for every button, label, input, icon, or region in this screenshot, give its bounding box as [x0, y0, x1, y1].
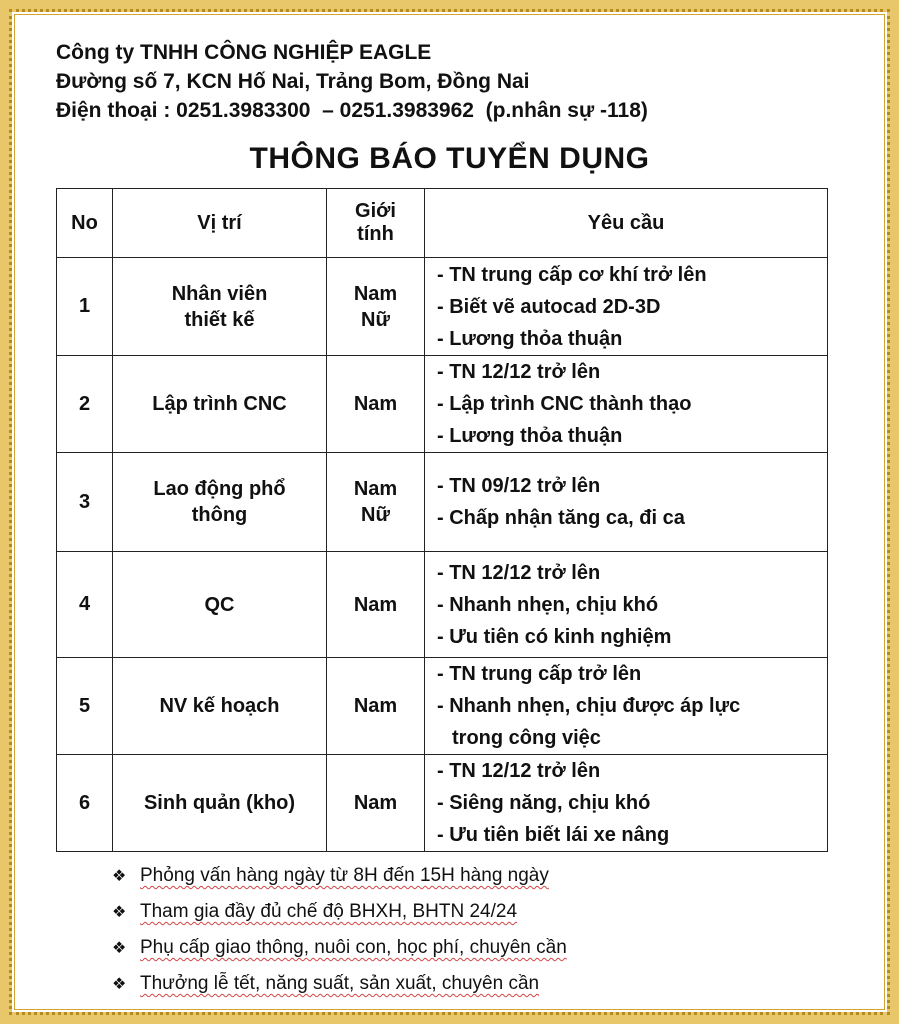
- position-line: NV kế hoạch: [159, 695, 280, 717]
- position-line: QC: [204, 593, 235, 616]
- cell-no: 2: [57, 356, 113, 453]
- cell-gender: [327, 356, 425, 453]
- benefit-text: Tham gia đầy đủ chế độ BHXH, BHTN 24/24: [140, 901, 518, 922]
- benefit-text: Thưởng lễ tết, năng suất, sản xuất, chuyên cần: [140, 973, 540, 994]
- list-item: [112, 930, 567, 966]
- cell-gender: [327, 453, 425, 552]
- header-requirements: Yêu cầu: [425, 189, 828, 258]
- cell-no: 1: [57, 258, 113, 356]
- cell-gender: [327, 258, 425, 356]
- cell-gender: [327, 552, 425, 658]
- company-address: Đường số 7, KCN Hố Nai, Trảng Bom, Đồng Nai: [56, 70, 530, 93]
- company-phone: Điện thoại : 0251.3983300 – 0251.3983962 (p.nhân sự -118): [56, 99, 648, 122]
- table-row: [57, 658, 828, 755]
- cell-requirements: [425, 258, 828, 356]
- cell-no: 5: [57, 658, 113, 755]
- benefit-text: Phụ cấp giao thông, nuôi con, học phí, chuyên cần: [140, 937, 567, 958]
- position-line: Nhân viên: [171, 282, 268, 305]
- position-line: thiết kế: [184, 308, 255, 331]
- cell-no: 3: [57, 453, 113, 552]
- requirement-line: - Ưu tiên biết lái xe nâng: [437, 824, 670, 846]
- gender-line: Nữ: [361, 308, 390, 331]
- cell-position: [113, 755, 327, 852]
- requirement-line: trong công việc: [452, 727, 601, 749]
- cell-requirements: [425, 356, 828, 453]
- company-name: Công ty TNHH CÔNG NGHIỆP EAGLE: [56, 41, 432, 64]
- cell-gender: [327, 755, 425, 852]
- benefit-text: Phỏng vấn hàng ngày từ 8H đến 15H hàng ngày: [140, 865, 549, 886]
- header-no: No: [57, 189, 113, 258]
- requirement-line: - Siêng năng, chịu khó: [437, 792, 651, 814]
- gender-line: Nam: [353, 478, 398, 500]
- cell-position: [113, 552, 327, 658]
- page-title: THÔNG BÁO TUYỂN DỤNG: [249, 142, 650, 175]
- requirement-line: - Lương thỏa thuận: [437, 327, 623, 350]
- job-rows: [57, 258, 828, 852]
- requirement-line: - Nhanh nhẹn, chịu khó: [437, 593, 659, 616]
- header-gender-line1: Giới: [355, 200, 396, 222]
- position-line: Lao động phổ: [153, 478, 286, 500]
- gender-line: Nam: [353, 282, 398, 305]
- gender-line: Nam: [353, 593, 398, 616]
- requirement-line: - Biết vẽ autocad 2D-3D: [437, 295, 661, 318]
- requirement-line: - Ưu tiên có kinh nghiệm: [437, 625, 672, 648]
- diamond-bullet-icon: ❖: [112, 976, 127, 993]
- cell-no: 6: [57, 755, 113, 852]
- gender-line: Nữ: [361, 504, 390, 526]
- job-table: [56, 188, 828, 852]
- cell-position: [113, 356, 327, 453]
- list-item: [112, 894, 567, 930]
- requirement-line: - TN 12/12 trở lên: [437, 760, 601, 782]
- requirement-line: - TN 09/12 trở lên: [437, 475, 601, 497]
- diamond-bullet-icon: ❖: [112, 868, 127, 885]
- cell-requirements: [425, 658, 828, 755]
- requirement-line: - TN trung cấp cơ khí trở lên: [437, 263, 707, 286]
- gender-line: Nam: [353, 792, 398, 814]
- position-line: Lập trình CNC: [152, 393, 287, 415]
- cell-position: [113, 658, 327, 755]
- header-position: Vị trí: [113, 189, 327, 258]
- position-line: thông: [191, 504, 248, 526]
- cell-requirements: [425, 453, 828, 552]
- company-header: [56, 38, 836, 125]
- table-row: [57, 356, 828, 453]
- requirement-line: - TN 12/12 trở lên: [437, 361, 601, 383]
- cell-gender: [327, 658, 425, 755]
- position-line: Sinh quản (kho): [143, 792, 296, 814]
- cell-position: [113, 258, 327, 356]
- requirement-line: - TN 12/12 trở lên: [437, 561, 601, 584]
- list-item: [112, 858, 567, 894]
- table-header-row: [57, 189, 828, 258]
- requirement-line: - Lương thỏa thuận: [437, 425, 623, 447]
- cell-position: [113, 453, 327, 552]
- cell-requirements: [425, 755, 828, 852]
- table-row: [57, 258, 828, 356]
- cell-no: 4: [57, 552, 113, 658]
- gender-line: Nam: [353, 695, 398, 717]
- table-row: [57, 453, 828, 552]
- diamond-bullet-icon: ❖: [112, 904, 127, 921]
- benefits-list: [112, 858, 567, 1002]
- requirement-line: - TN trung cấp trở lên: [437, 663, 642, 685]
- gender-line: Nam: [353, 393, 398, 415]
- cell-requirements: [425, 552, 828, 658]
- header-gender-line2: tính: [357, 223, 394, 245]
- table-row: [57, 552, 828, 658]
- requirement-line: - Chấp nhận tăng ca, đi ca: [437, 507, 685, 529]
- diamond-bullet-icon: ❖: [112, 940, 127, 957]
- list-item: [112, 966, 567, 1002]
- header-gender: [327, 189, 425, 258]
- requirement-line: - Lập trình CNC thành thạo: [437, 393, 692, 415]
- table-row: [57, 755, 828, 852]
- requirement-line: - Nhanh nhẹn, chịu được áp lực: [437, 695, 741, 717]
